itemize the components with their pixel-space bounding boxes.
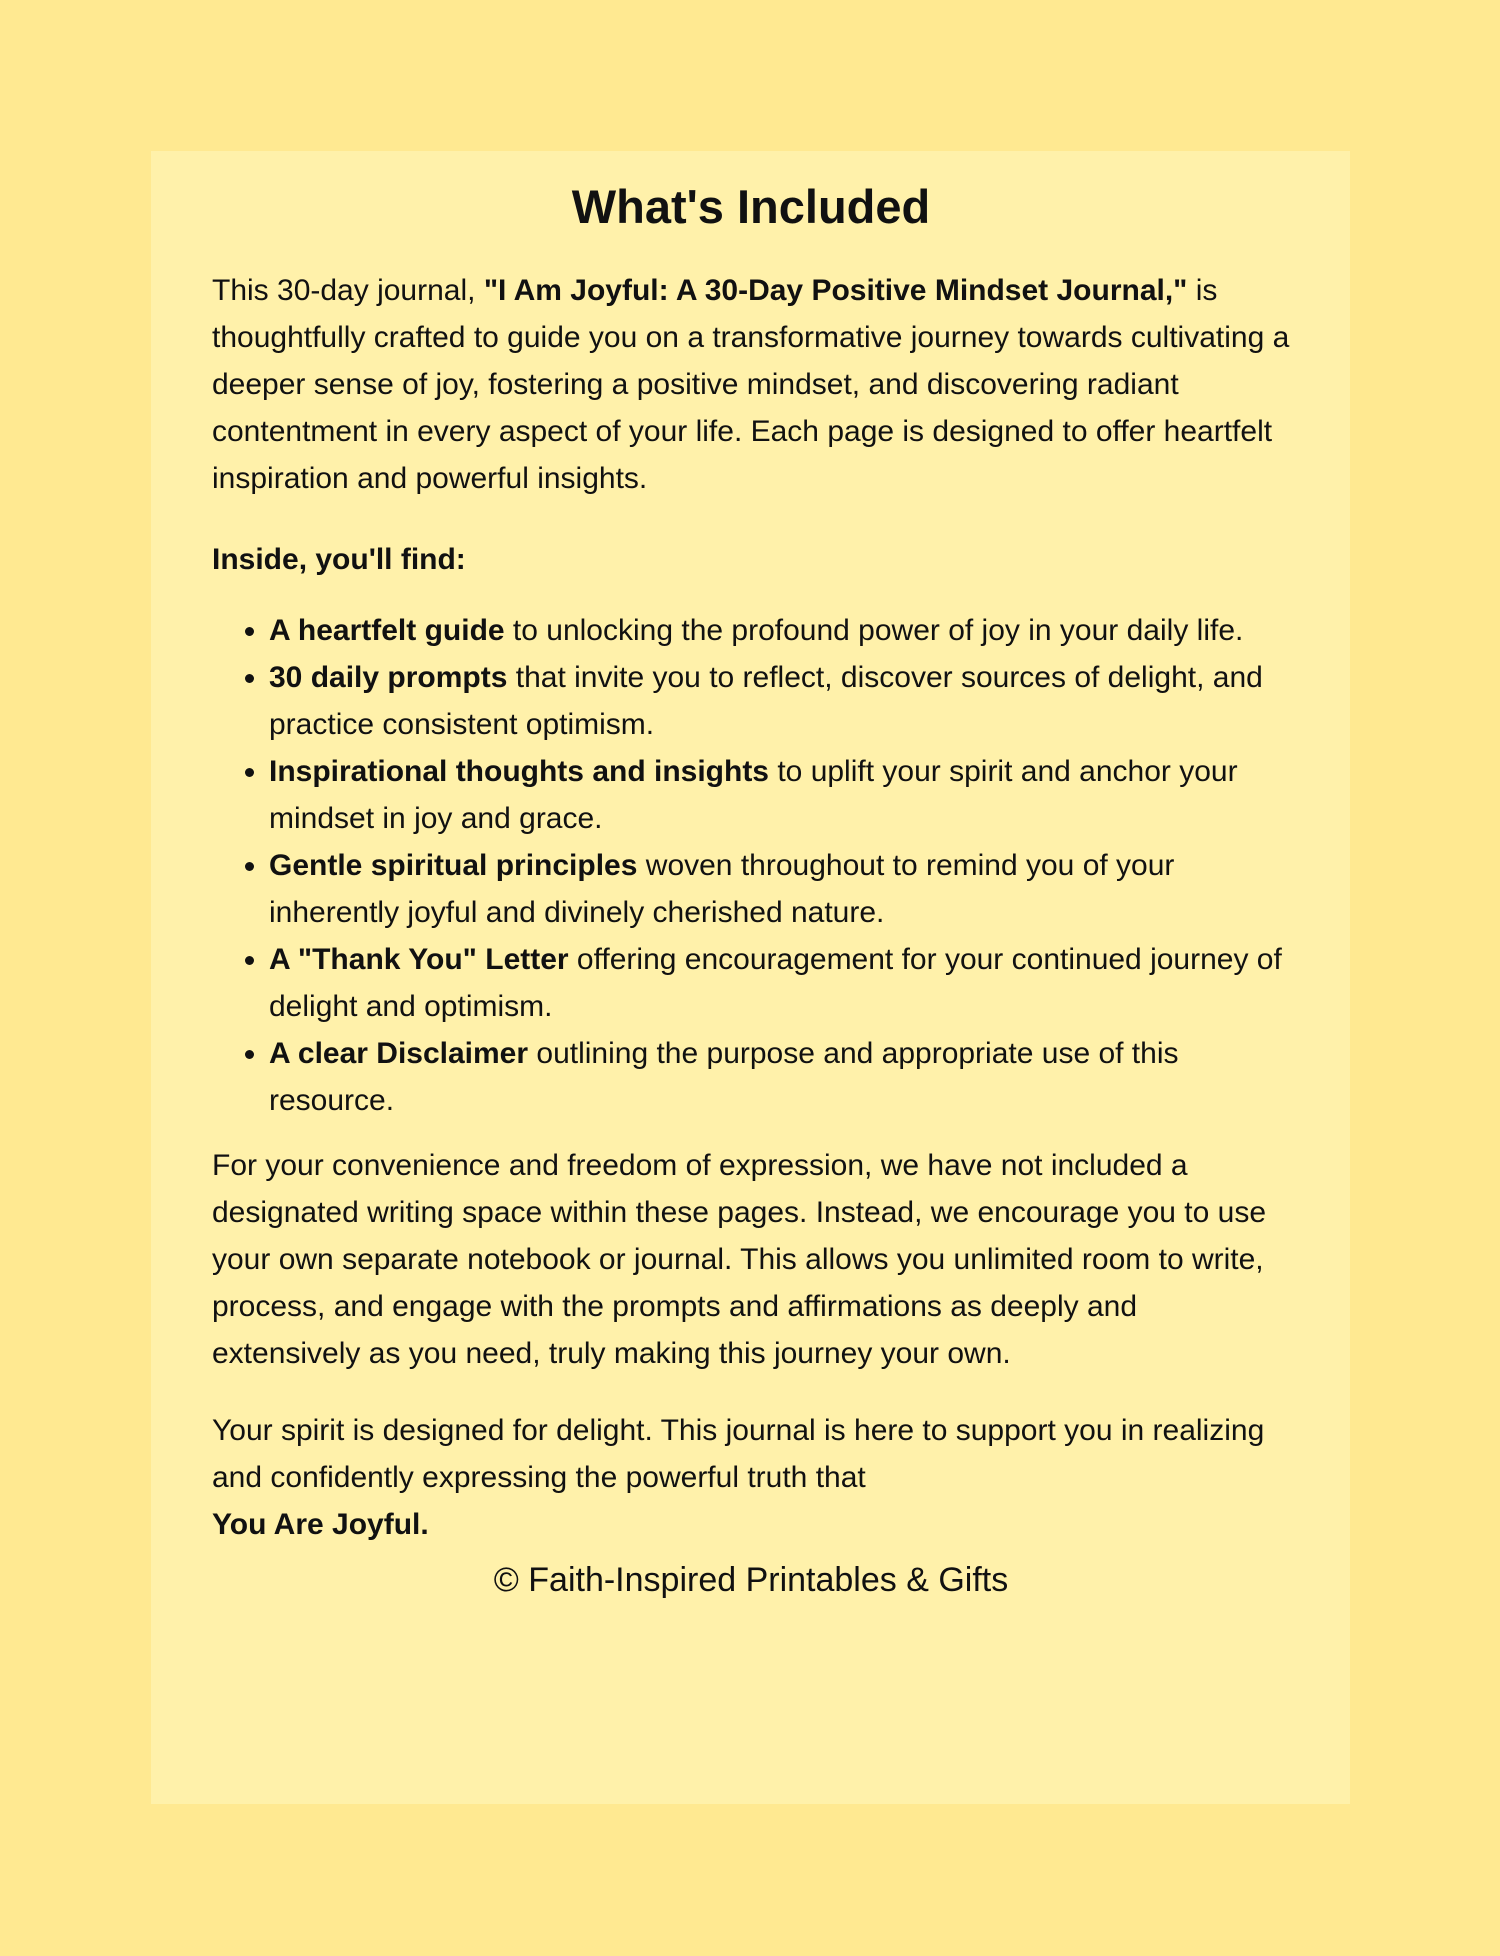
item-title: 30 daily prompts [269,661,508,694]
item-text: that invite you to reflect, discover sources of delight, and practice consistent optimism. [269,661,1263,741]
item-text: to unlocking the profound power of joy in your daily life. [504,614,1244,647]
item-text: to uplift your spirit and anchor your mindset in joy and grace. [269,755,1238,835]
copyright: © Faith-Inspired Printables & Gifts [493,1561,1009,1599]
closing-text: Your spirit is designed for delight. This journal is here to support you in realizing and confidently expressing the powerful truth that [212,1414,1265,1494]
item-text: offering encouragement for your continued journey of delight and optimism. [269,943,1282,1023]
list-item [269,748,1290,842]
item-title: A "Thank You" Letter [269,943,569,976]
page-title: What's Included [571,180,931,233]
closing-bold: You Are Joyful. [212,1508,429,1541]
closing-paragraph [212,1407,1290,1548]
journal-title: "I Am Joyful: A 30-Day Positive Mindset Journal," [483,274,1188,307]
inside-heading: Inside, you'll find: [212,543,466,576]
intro-post: is thoughtfully crafted to guide you on a transformative journey towards cultivating a deeper sense of joy, fostering a positive mindset, and discovering radiant contentment in every aspect of your life. Each page is designed to offer heartfelt inspiration and powerful insights. [212,274,1290,495]
item-title: A heartfelt guide [269,614,505,647]
convenience-paragraph: For your convenience and freedom of expression, we have not included a designated writing space within these pages. Instead, we encourage you to use your own separate notebook or journal. This allows you unlimited room to write, process, and engage with the prompts and affirmations as deeply and extensively as you need, truly making this journey your own. [212,1149,1267,1370]
list-item [269,842,1290,936]
item-title: Gentle spiritual principles [269,849,638,882]
list-item [269,1030,1290,1124]
list-item [269,654,1290,748]
list-item [269,936,1290,1030]
intro-pre: This 30-day journal, [212,274,484,307]
item-text: outlining the purpose and appropriate use of this resource. [269,1037,1179,1117]
list-item [269,607,1290,654]
intro-paragraph [212,267,1290,502]
item-title: A clear Disclaimer [269,1037,529,1070]
item-text: woven throughout to remind you of your inherently joyful and divinely cherished nature. [269,849,1175,929]
included-list [212,607,1290,1124]
content-card [151,151,1350,1804]
item-title: Inspirational thoughts and insights [269,755,769,788]
